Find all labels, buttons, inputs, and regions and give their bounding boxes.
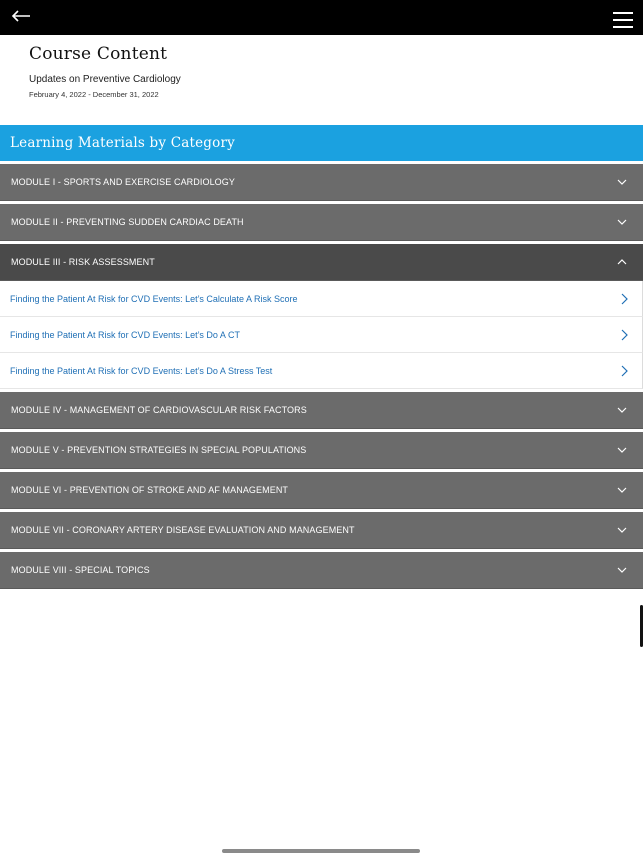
category-title: Learning Materials by Category: [10, 135, 235, 151]
chevron-down-icon: [617, 217, 627, 227]
chevron-right-icon: [620, 365, 628, 377]
chevron-down-icon: [617, 445, 627, 455]
chevron-right-icon: [620, 329, 628, 341]
back-button[interactable]: [8, 4, 34, 28]
chevron-down-icon: [617, 177, 627, 187]
menu-button[interactable]: [611, 8, 635, 30]
category-banner: [0, 125, 643, 161]
lesson-list: [0, 281, 643, 389]
page-header: [29, 44, 629, 99]
chevron-down-icon: [617, 485, 627, 495]
module-header[interactable]: [0, 432, 643, 469]
module-label: MODULE IV - MANAGEMENT OF CARDIOVASCULAR RISK FACTORS: [11, 405, 307, 415]
home-indicator[interactable]: [222, 849, 420, 853]
lesson-link[interactable]: Finding the Patient At Risk for CVD Events: Let’s Do A Stress Test: [10, 365, 273, 376]
module-header[interactable]: [0, 244, 643, 281]
hamburger-menu-icon: [613, 12, 633, 14]
course-name: Updates on Preventive Cardiology: [29, 74, 181, 85]
module-label: MODULE V - PREVENTION STRATEGIES IN SPECIAL POPULATIONS: [11, 445, 307, 455]
module-label: MODULE VII - CORONARY ARTERY DISEASE EVALUATION AND MANAGEMENT: [11, 525, 355, 535]
chevron-right-icon: [620, 293, 628, 305]
lesson-item[interactable]: [0, 353, 643, 389]
arrow-left-icon: [11, 10, 31, 22]
module-header[interactable]: [0, 204, 643, 241]
module-header[interactable]: [0, 472, 643, 509]
module-header[interactable]: [0, 512, 643, 549]
lesson-item[interactable]: [0, 281, 643, 317]
lesson-item[interactable]: [0, 317, 643, 353]
page-title: Course Content: [29, 44, 168, 64]
module-list: [0, 164, 643, 592]
chevron-up-icon: [617, 257, 627, 267]
chevron-down-icon: [617, 525, 627, 535]
top-bar: [0, 0, 643, 35]
course-dates: February 4, 2022 - December 31, 2022: [29, 90, 159, 99]
chevron-down-icon: [617, 405, 627, 415]
module-header[interactable]: [0, 164, 643, 201]
module-header[interactable]: [0, 552, 643, 589]
module-label: MODULE VI - PREVENTION OF STROKE AND AF MANAGEMENT: [11, 485, 289, 495]
module-header[interactable]: [0, 392, 643, 429]
lesson-link[interactable]: Finding the Patient At Risk for CVD Events: Let’s Do A CT: [10, 329, 240, 340]
module-label: MODULE I - SPORTS AND EXERCISE CARDIOLOGY: [11, 177, 235, 187]
lesson-link[interactable]: Finding the Patient At Risk for CVD Events: Let’s Calculate A Risk Score: [10, 293, 298, 304]
module-label: MODULE III - RISK ASSESSMENT: [11, 257, 155, 267]
module-label: MODULE II - PREVENTING SUDDEN CARDIAC DEATH: [11, 217, 244, 227]
module-label: MODULE VIII - SPECIAL TOPICS: [11, 565, 150, 575]
chevron-down-icon: [617, 565, 627, 575]
